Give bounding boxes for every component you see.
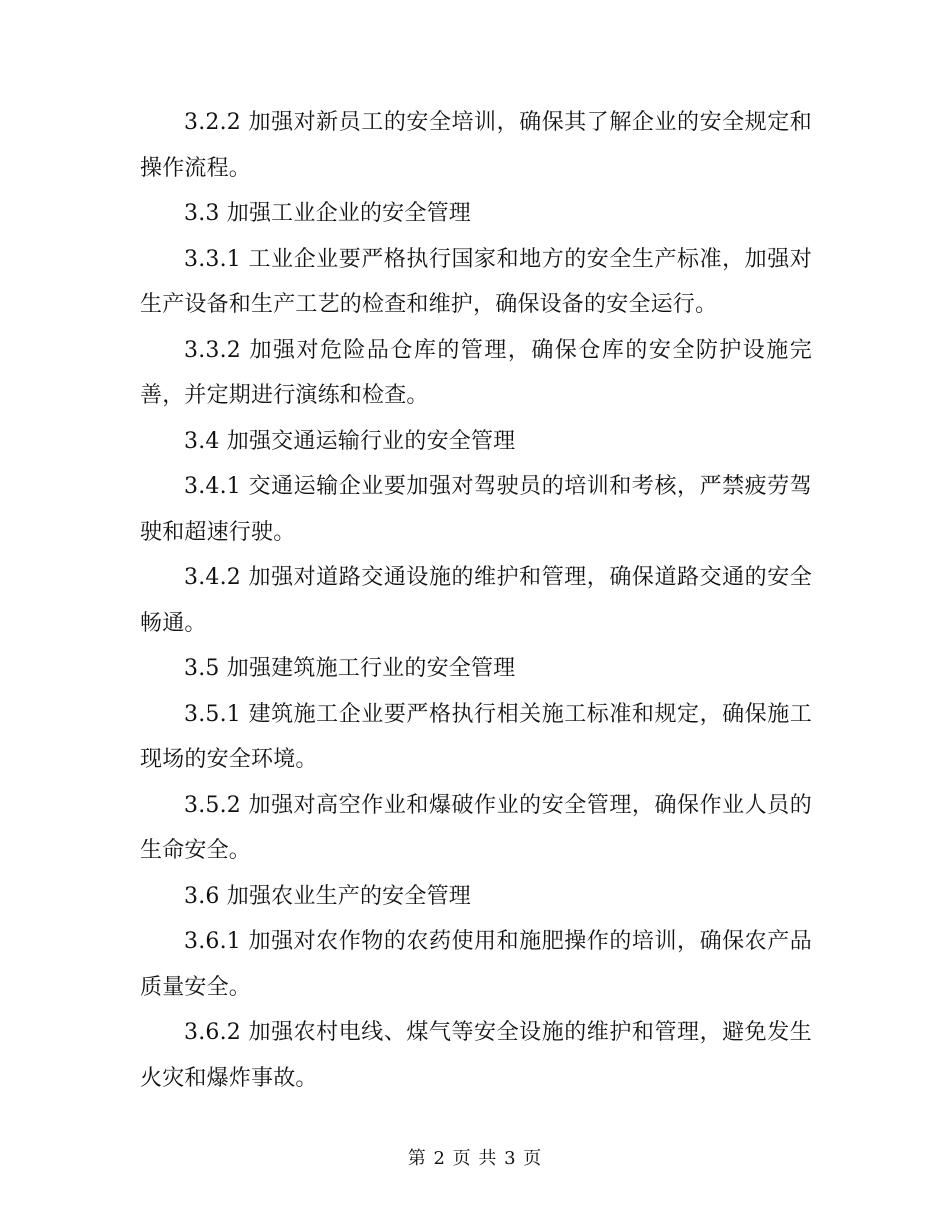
heading-3-5: 3.5 加强建筑施工行业的安全管理 xyxy=(184,656,516,681)
document-body xyxy=(140,100,812,1101)
paragraph-3-6-1: 3.6.1 加强对农作物的农药使用和施肥操作的培训，确保农产品质量安全。 xyxy=(140,929,812,1000)
paragraph-3-2-2: 3.2.2 加强对新员工的安全培训，确保其了解企业的安全规定和操作流程。 xyxy=(140,110,812,181)
heading-3-4: 3.4 加强交通运输行业的安全管理 xyxy=(184,428,516,454)
heading-3-3: 3.3 加强工业企业的安全管理 xyxy=(184,201,471,226)
paragraph-3-4-1: 3.4.1 交通运输企业要加强对驾驶员的培训和考核，严禁疲劳驾驶和超速行驶。 xyxy=(140,474,812,545)
heading-3-6: 3.6 加强农业生产的安全管理 xyxy=(184,883,471,909)
page-number-footer: 第 2 页 共 3 页 xyxy=(407,1148,543,1169)
paragraph-3-6-2: 3.6.2 加强农村电线、煤气等安全设施的维护和管理，避免发生火灾和爆炸事故。 xyxy=(140,1020,812,1091)
paragraph-3-3-1: 3.3.1 工业企业要严格执行国家和地方的安全生产标准，加强对生产设备和生产工艺的检查和维护，确保设备的安全运行。 xyxy=(140,246,812,317)
paragraph-3-5-2: 3.5.2 加强对高空作业和爆破作业的安全管理，确保作业人员的生命安全。 xyxy=(140,792,812,863)
paragraph-3-5-1: 3.5.1 建筑施工企业要严格执行相关施工标准和规定，确保施工现场的安全环境。 xyxy=(140,701,812,772)
paragraph-3-3-2: 3.3.2 加强对危险品仓库的管理，确保仓库的安全防护设施完善，并定期进行演练和检查。 xyxy=(140,337,812,408)
paragraph-3-4-2: 3.4.2 加强对道路交通设施的维护和管理，确保道路交通的安全畅通。 xyxy=(140,565,812,636)
